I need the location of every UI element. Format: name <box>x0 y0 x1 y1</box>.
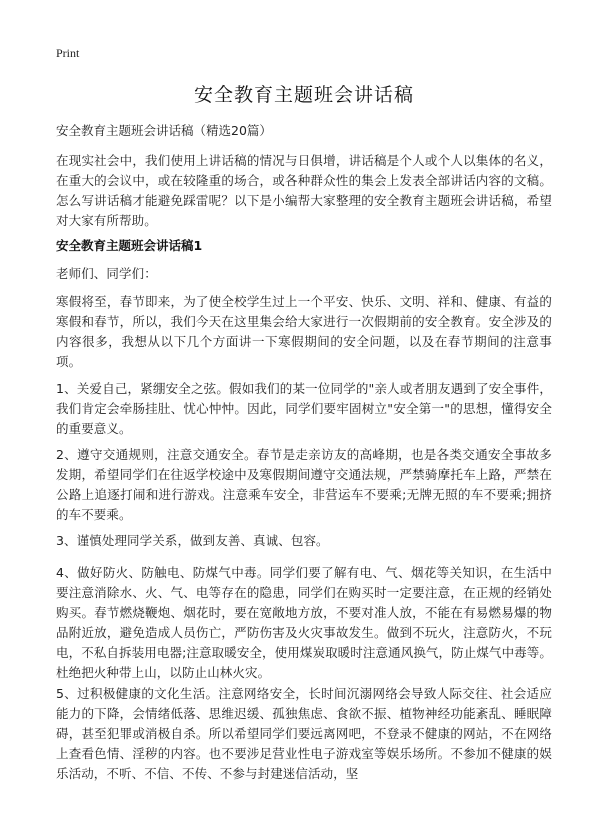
print-link[interactable]: Print <box>56 46 80 60</box>
greeting: 老师们、同学们： <box>56 266 157 281</box>
paragraph-point-5: 5、过积极健康的文化生活。注意网络安全，长时间沉溺网络会导致人际交往、社会适应能力的下降，会情绪低落、思维迟缓、孤独焦虑、食欲不振、植物神经功能紊乱、睡眠障碍，甚至犯罪或消极自杀。所以希望同学们要远离网吧，不登录不健康的网站，不在网络上查看色情、淫秽的内容。也不要涉足营业性电子游戏室等娱乐场所。不参加不健康的娱乐活动，不听、不信、不传、不参与封建迷信活动，坚 <box>56 686 552 781</box>
paragraph-point-3: 3、谨慎处理同学关系，做到友善、真诚、包容。 <box>56 533 329 548</box>
document-subtitle: 安全教育主题班会讲话稿（精选20篇） <box>56 123 272 138</box>
intro-paragraph: 在现实社会中，我们使用上讲话稿的情况与日俱增，讲话稿是个人或个人以集体的名义，在重大的会议中，或在较隆重的场合，或各种群众性的集会上发表全部讲话内容的文稿。怎么写讲话稿才能避免踩雷呢？以下是小编帮大家整理的安全教育主题班会讲话稿，希望对大家有所帮助。 <box>56 153 552 228</box>
section-heading: 安全教育主题班会讲话稿1 <box>56 238 203 253</box>
paragraph-point-1: 1、关爱自己，紧绷安全之弦。假如我们的某一位同学的"亲人或者朋友遇到了安全事件，我们肯定会牵肠挂肚、忧心忡忡。因此，同学们要牢固树立"安全第一"的思想，懂得安全的重要意义。 <box>56 381 552 436</box>
page-title: 安全教育主题班会讲话稿 <box>193 84 414 106</box>
paragraph-point-4: 4、做好防火、防触电、防煤气中毒。同学们要了解有电、气、烟花等关知识，在生活中要注意消除水、火、气、电等存在的隐患，同学们在购买时一定要注意，在正规的经销处购买。春节燃烧鞭炮、烟花时，要在宽敞地方放，不要对准人放，不能在有易燃易爆的物品附近放，避免造成人员伤亡，严防伤害及火灾事故发生。做到不玩火，注意防火，不玩电，不私自拆装用电器;注意取暖安全，使用煤炭取暖时注意通风换气，防止煤气中毒等。杜绝把火种带上山，以防止山林火灾。 <box>56 565 552 680</box>
paragraph-intro-winter-break: 寒假将至，春节即来，为了使全校学生过上一个平安、快乐、文明、祥和、健康、有益的寒假和春节，所以，我们今天在这里集会给大家进行一次假期前的安全教育。安全涉及的内容很多，我想从以下几个方面讲一下寒假期间的安全问题，以及在春节期间的注意事项。 <box>56 294 552 369</box>
paragraph-point-2: 2、遵守交通规则，注意交通安全。春节是走亲访友的高峰期，也是各类交通安全事故多发期，希望同学们在往返学校途中及寒假期间遵守交通法规，严禁骑摩托车上路，严禁在公路上追逐打闹和进行游戏。注意乘车安全，非营运车不要乘;无牌无照的车不要乘;拥挤的车不要乘。 <box>56 447 552 522</box>
